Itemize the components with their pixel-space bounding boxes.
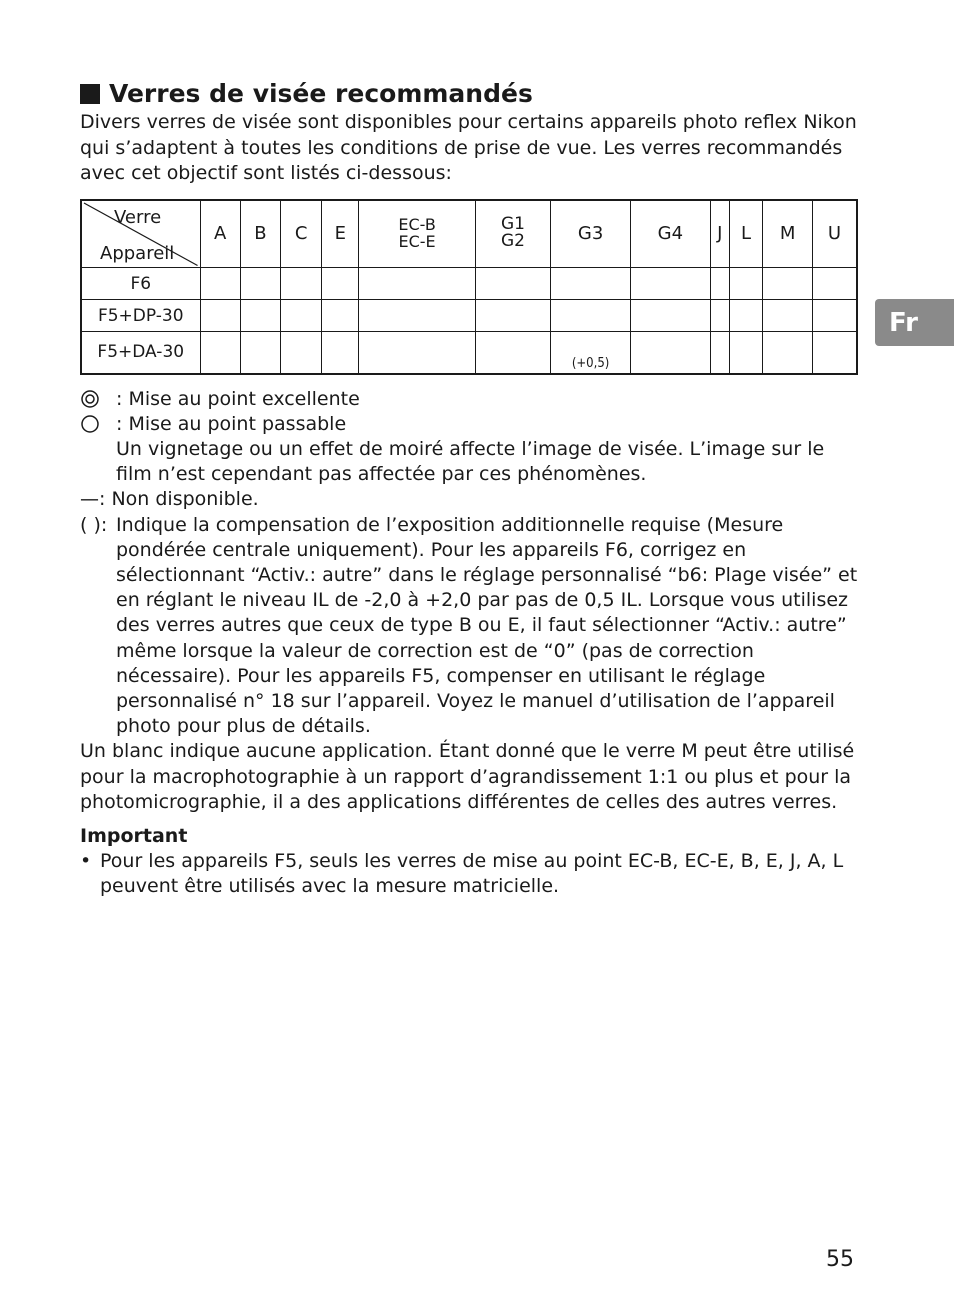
col-header: U [813, 200, 857, 268]
row-label: F6 [81, 268, 200, 300]
table-cell [240, 268, 280, 300]
table-cell [813, 300, 857, 332]
table-cell [322, 268, 359, 300]
table-cell [475, 332, 551, 374]
square-bullet-icon [80, 84, 100, 104]
table-cell [729, 300, 762, 332]
table-row [81, 332, 857, 374]
table-cell [710, 268, 729, 300]
legend-passable [80, 412, 860, 437]
table-row [81, 268, 857, 300]
table-header-row [81, 200, 857, 268]
table-cell [281, 300, 322, 332]
col-header: A [200, 200, 240, 268]
col-header: G3 [551, 200, 631, 268]
legend-excellent-text: : Mise au point excellente [116, 387, 360, 410]
table-cell [475, 300, 551, 332]
table-cell [729, 268, 762, 300]
page-content [80, 78, 860, 899]
col-header: M [763, 200, 813, 268]
table-corner-cell [81, 200, 200, 268]
table-cell [630, 300, 710, 332]
col-header: G4 [630, 200, 710, 268]
table-cell [710, 300, 729, 332]
legend-unavailable [80, 487, 860, 512]
table-cell [551, 300, 631, 332]
important-item [80, 849, 860, 899]
row-label: F5+DP-30 [81, 300, 200, 332]
parentheses-symbol: ( ): [80, 513, 108, 536]
heading-text: Verres de visée recommandés [109, 79, 533, 108]
screen-compatibility-table [80, 199, 858, 375]
table-cell [763, 300, 813, 332]
legend [80, 387, 860, 740]
col-header-line: EC-B [398, 214, 436, 234]
col-header: J [710, 200, 729, 268]
table-cell [630, 268, 710, 300]
corner-label-appareil: Appareil [100, 243, 175, 264]
col-header: L [729, 200, 762, 268]
bullet-icon: • [80, 849, 92, 872]
table-cell [475, 268, 551, 300]
legend-parentheses [80, 513, 860, 740]
table-cell [763, 268, 813, 300]
circle-icon [80, 412, 116, 437]
col-header [475, 200, 551, 268]
table-cell [359, 300, 475, 332]
row-label: F5+DA-30 [81, 332, 200, 374]
col-header: E [322, 200, 359, 268]
table-cell [281, 332, 322, 374]
col-header-line: G2 [500, 231, 525, 252]
table-cell [322, 300, 359, 332]
table-cell [630, 332, 710, 374]
intro-paragraph: Divers verres de visée sont disponibles pour certains appareils photo reflex Nikon qui s’adaptent à toutes les conditions de prise de vue. Les verres recommandés avec cet objectif sont listés ci-dessous: [80, 111, 857, 184]
col-header-line: EC-E [398, 231, 436, 251]
legend-passable-text: : Mise au point passable [116, 412, 347, 435]
important-title: Important [80, 824, 188, 847]
double-circle-icon [80, 387, 116, 412]
table-cell [359, 268, 475, 300]
col-header: C [281, 200, 322, 268]
table-cell [710, 332, 729, 374]
table-row [81, 300, 857, 332]
dash-icon: — [80, 488, 99, 511]
table-cell [240, 300, 280, 332]
legend-excellent [80, 387, 860, 412]
corner-label-verre: Verre [114, 206, 162, 228]
legend-unavailable-text: : Non disponible. [99, 488, 259, 511]
important-item-text: Pour les appareils F5, seuls les verres de mise au point EC-B, EC-E, B, E, J, A, L peuvent être utilisés avec la mesure matricielle. [100, 849, 844, 898]
table-cell [551, 332, 631, 374]
table-cell [200, 300, 240, 332]
table-cell [359, 332, 475, 374]
table-cell [322, 332, 359, 374]
table-cell [281, 268, 322, 300]
col-header: B [240, 200, 280, 268]
table-cell [813, 268, 857, 300]
col-header-line: G1 [500, 214, 525, 235]
section-heading [80, 78, 860, 110]
table-cell [240, 332, 280, 374]
table-cell [551, 268, 631, 300]
legend-parentheses-text: Indique la compensation de l’exposition additionnelle requise (Mesure pondérée centrale uniquement). Pour les appareils F6, corrigez en sélectionnant “Activ.: autre” dans le réglage personnalisé “b6: Plage visée” et en réglant le niveau IL de -2,0 à +2,0 par pas de 0,5 IL. Lorsque vous utilisez des verres autres que ceux de type B ou E, il faut sélectionner “Activ.: autre” même lorsque la valeur de correction est de “0” (pas de correction nécessaire). Pour les appareils F5, compenser en utilisant le réglage personnalisé n° 18 sur l’appareil. Voyez le manuel d’utilisation de l’appareil photo pour plus de détails. [116, 513, 858, 738]
language-tab: Fr [875, 299, 954, 346]
table-cell [763, 332, 813, 374]
col-header [359, 200, 475, 268]
table-cell [200, 268, 240, 300]
table-cell [200, 332, 240, 374]
blank-note-paragraph: Un blanc indique aucune application. Étant donné que le verre M peut être utilisé pour la macrophotographie à un rapport d’agrandissement 1:1 ou plus et pour la photomicrographie, il a des applications différentes de celles des autres verres. [80, 740, 855, 813]
compensation-note: (+0,5) [571, 355, 610, 371]
table-cell [813, 332, 857, 374]
table-cell [729, 332, 762, 374]
page-number: 55 [826, 1247, 854, 1272]
legend-passable-note: Un vignetage ou un effet de moiré affecte l’image de visée. L’image sur le film n’est cependant pas affectée par ces phénomènes. [116, 437, 825, 486]
